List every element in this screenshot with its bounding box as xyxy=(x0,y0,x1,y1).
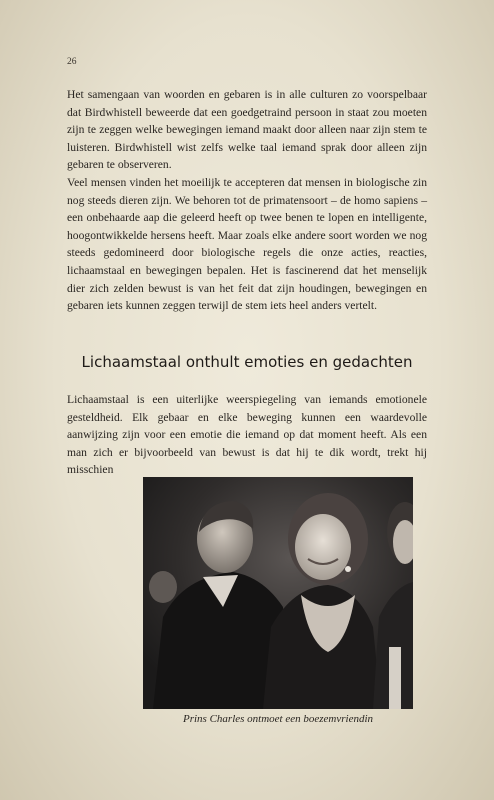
page-number: 26 xyxy=(67,57,77,67)
photo-caption: Prins Charles ontmoet een boezemvriendin xyxy=(182,713,374,725)
photo-illustration xyxy=(143,477,413,709)
paragraph-body-language: Lichaamstaal is een uiterlijke weerspiegeling van iemands emotionele gesteldheid. Elk gebaar en elke beweging kunnen een waardevolle aanwijzing zijn voor een emotie die iemand op dat moment heeft. Als een man zich er bijvoorbeeld van bewust is dat hij te dik wordt, trekt hij misschien xyxy=(67,393,427,477)
section-heading: Lichaamstaal onthult emoties en gedachten xyxy=(81,353,413,371)
paragraph-birdwhistell: Het samengaan van woorden en gebaren is in alle culturen zo voorspelbaar dat Birdwhistell beweerde dat een goedgetraind persoon in staat zou moeten zijn te zeggen welke bewegingen iemand maakt door alleen naar zijn stem te luisteren. Birdwhistell wist zelfs welke taal iemand sprak door alleen zijn gebaren te observeren. xyxy=(67,88,427,172)
photo-prince-charles xyxy=(143,477,413,709)
paragraph-primates: Veel mensen vinden het moeilijk te accepteren dat mensen in biologische zin nog steeds dieren zijn. We behoren tot de primatensoort – de homo sapiens – een onbehaarde aap die geleerd heeft op twee benen te lopen en intelligente, hoogontwikkelde hersens heeft. Maar zoals elke andere soort worden we nog steeds gedomineerd door biologische regels die onze acties, reacties, lichaamstaal en bewegingen bepalen. Het is fascinerend dat het menselijk dier zich zelden bewust is van het feit dat zijn houdingen, bewegingen en gebaren iets kunnen zeggen terwijl de stem iets heel anders vertelt. xyxy=(67,176,427,313)
